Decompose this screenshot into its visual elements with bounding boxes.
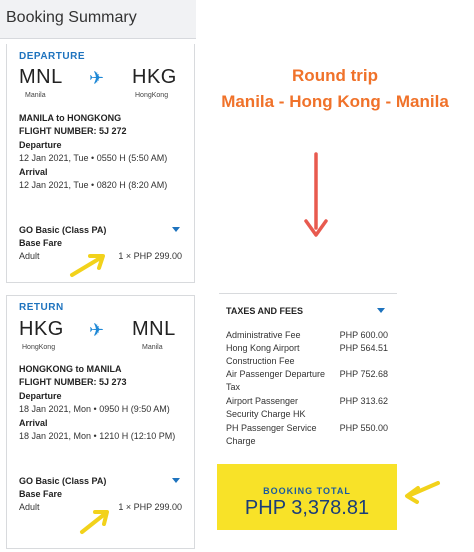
tax-name: Air Passenger Departure Tax	[226, 369, 326, 392]
fare-amount: 1 × PHP 299.00	[118, 502, 182, 512]
arrow-icon	[72, 256, 103, 275]
passenger-type: Adult	[19, 502, 40, 512]
tax-name: Hong Kong Airport Construction Fee	[226, 343, 300, 366]
tax-amount: PHP 564.51	[339, 343, 388, 353]
tax-name: PH Passenger Service Charge	[226, 423, 317, 446]
page-title: Booking Summary	[6, 9, 137, 26]
tax-amount: PHP 600.00	[339, 330, 388, 340]
departure-time: 18 Jan 2021, Mon • 0950 H (9:50 AM)	[19, 404, 170, 414]
origin-code: HKG	[19, 318, 64, 340]
flight-number: FLIGHT NUMBER: 5J 272	[19, 126, 127, 136]
fare-class: GO Basic (Class PA)	[19, 476, 107, 486]
arrival-time: 18 Jan 2021, Mon • 1210 H (12:10 PM)	[19, 431, 176, 441]
base-fare-label: Base Fare	[19, 238, 63, 248]
destination-code: HKG	[132, 66, 177, 88]
booking-total-label: BOOKING TOTAL	[263, 486, 351, 496]
arrow-icon	[82, 512, 107, 532]
arrow-icon	[407, 483, 438, 502]
origin-code: MNL	[19, 66, 63, 88]
plane-icon: ✈	[89, 320, 105, 340]
fare-amount: 1 × PHP 299.00	[118, 251, 182, 261]
destination-city: HongKong	[135, 92, 169, 99]
passenger-type: Adult	[19, 251, 40, 261]
departure-time-label: Departure	[19, 140, 62, 150]
arrival-time-label: Arrival	[19, 167, 48, 177]
tax-amount: PHP 550.00	[339, 423, 388, 433]
arrival-time: 12 Jan 2021, Tue • 0820 H (8:20 AM)	[19, 180, 168, 190]
return-label: RETURN	[19, 302, 64, 313]
fare-class: GO Basic (Class PA)	[19, 225, 107, 235]
base-fare-label: Base Fare	[19, 489, 63, 499]
arrow-icon	[306, 154, 326, 235]
route: HONGKONG to MANILA	[19, 364, 122, 374]
booking-total-value: PHP 3,378.81	[244, 497, 370, 519]
origin-city: Manila	[25, 92, 46, 99]
departure-label: DEPARTURE	[19, 51, 85, 62]
departure-time: 12 Jan 2021, Tue • 0550 H (5:50 AM)	[19, 153, 168, 163]
plane-icon: ✈	[89, 68, 105, 88]
tax-name: Airport Passenger Security Charge HK	[226, 396, 306, 419]
origin-city: HongKong	[22, 344, 56, 351]
taxes-title: TAXES AND FEES	[226, 306, 304, 316]
flight-number: FLIGHT NUMBER: 5J 273	[19, 377, 127, 387]
route: MANILA to HONGKONG	[19, 113, 122, 123]
annotation-line-1: Round trip	[292, 66, 378, 85]
annotation-line-2: Manila - Hong Kong - Manila	[221, 92, 449, 111]
destination-city: Manila	[142, 344, 163, 351]
tax-name: Administrative Fee	[226, 330, 301, 340]
arrival-time-label: Arrival	[19, 418, 48, 428]
destination-code: MNL	[132, 318, 176, 340]
tax-amount: PHP 313.62	[339, 396, 388, 406]
tax-amount: PHP 752.68	[339, 369, 388, 379]
departure-time-label: Departure	[19, 391, 62, 401]
